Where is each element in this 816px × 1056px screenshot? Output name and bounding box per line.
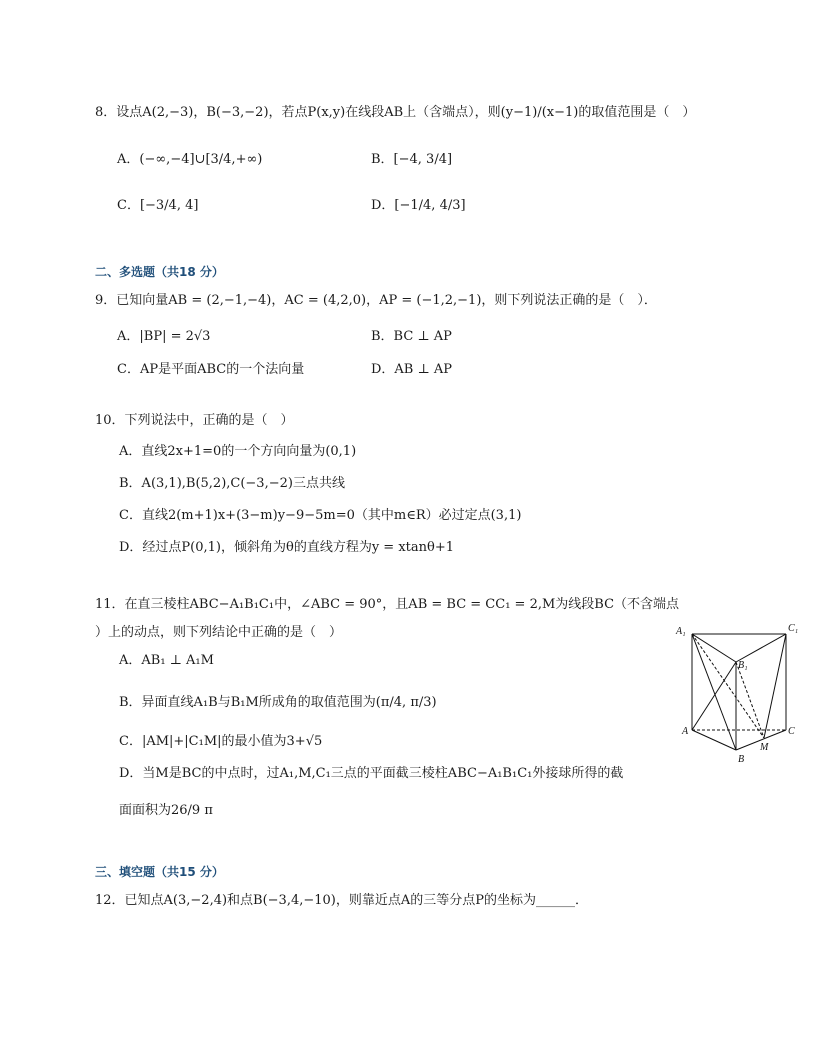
q8-option-a: A．(−∞,−4]∪[3/4,+∞) xyxy=(117,152,263,167)
section-fill-blank-heading: 三、填空题（共15 分） xyxy=(95,865,224,879)
q11-option-a: A．AB₁ ⊥ A₁M xyxy=(119,653,214,668)
q11-stem-line2: ）上的动点，则下列结论中正确的是（ ） xyxy=(95,625,343,640)
q11-stem-line1: 11．在直三棱柱ABC−A₁B₁C₁中，∠ABC = 90°，且AB = BC = CC₁ = 2,M为线段BC（不含端点 xyxy=(95,597,680,612)
q10-option-c: C．直线2(m+1)x+(3−m)y−9−5m=0（其中m∈R）必过定点(3,1) xyxy=(119,508,522,523)
q10-option-b: B．A(3,1),B(5,2),C(−3,−2)三点共线 xyxy=(119,476,345,491)
q10-stem: 10．下列说法中，正确的是（ ） xyxy=(95,413,294,428)
q9-option-c: C．AP是平面ABC的一个法向量 xyxy=(117,362,305,377)
q9-option-d: D．AB ⊥ AP xyxy=(371,362,452,377)
q12-stem: 12．已知点A(3,−2,4)和点B(−3,4,−10)，则靠近点A的三等分点P的坐标为______． xyxy=(95,893,589,908)
q8-option-c: C．[−3/4, 4] xyxy=(117,198,199,213)
q8-stem: 8．设点A(2,−3)，B(−3,−2)，若点P(x,y)在线段AB上（含端点），则(y−1)/(x−1)的取值范围是（ ） xyxy=(95,105,696,120)
q8-option-d: D．[−1/4, 4/3] xyxy=(371,198,466,213)
q11-option-d-line1: D．当M是BC的中点时，过A₁,M,C₁三点的平面截三棱柱ABC−A₁B₁C₁外接球所得的截 xyxy=(119,766,624,781)
label-b1: B₁ xyxy=(738,660,748,671)
q9-option-a: A．|BP| = 2√3 xyxy=(117,329,211,344)
section-multiple-choice-heading: 二、多选题（共18 分） xyxy=(95,265,224,279)
label-a1: A₁ xyxy=(676,626,686,637)
q10-option-d: D．经过点P(0,1)，倾斜角为θ的直线方程为y = xtanθ+1 xyxy=(119,540,454,555)
label-b: B xyxy=(738,754,745,765)
q9-stem: 9．已知向量AB = (2,−1,−4)，AC = (4,2,0)，AP = (−1,2,−1)，则下列说法正确的是（ ）． xyxy=(95,293,657,308)
label-c: C xyxy=(788,726,795,737)
q11-option-d-line2: 面面积为26/9 π xyxy=(119,803,213,818)
q10-option-a: A．直线2x+1=0的一个方向向量为(0,1) xyxy=(119,444,357,459)
triangular-prism-diagram xyxy=(674,620,800,770)
label-c1: C₁ xyxy=(788,623,799,634)
q11-option-b: B．异面直线A₁B与B₁M所成角的取值范围为(π/4, π/3) xyxy=(119,695,437,710)
label-a: A xyxy=(682,726,689,737)
q8-option-b: B．[−4, 3/4] xyxy=(371,152,453,167)
q11-option-c: C．|AM|+|C₁M|的最小值为3+√5 xyxy=(119,734,323,749)
q9-option-b: B．BC ⊥ AP xyxy=(371,329,452,344)
prism-figure xyxy=(674,620,800,770)
label-m: M xyxy=(760,742,769,753)
